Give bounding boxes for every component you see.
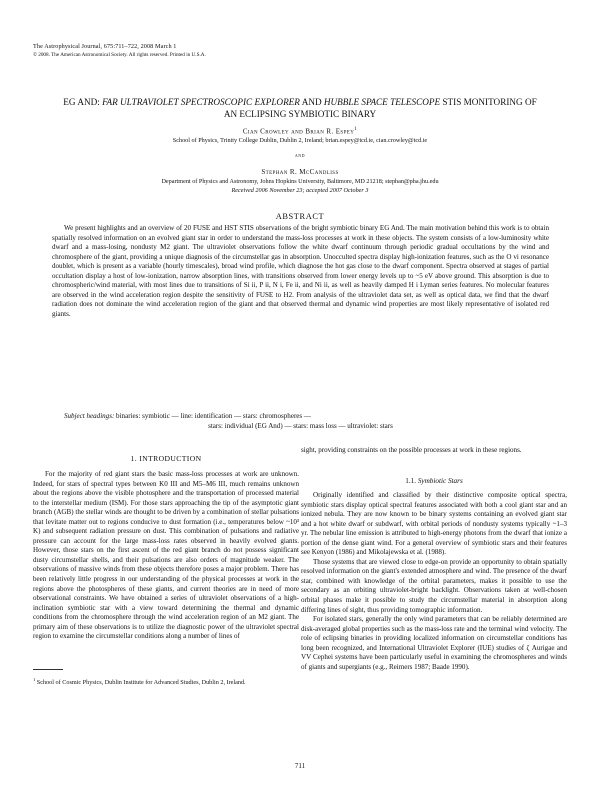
title-italic-fuse: FAR ULTRAVIOLET SPECTROSCOPIC EXPLORER <box>102 97 300 107</box>
footnote-text: School of Cosmic Physics, Dublin Institute for Advanced Studies, Dublin 2, Ireland. <box>35 679 246 687</box>
affiliation-1: School of Physics, Trinity College Dublin, Dublin 2, Ireland; brian.espey@tcd.ie, cian.crowley@tcd.ie <box>172 137 428 144</box>
right-column <box>301 446 567 456</box>
left-column <box>33 470 299 642</box>
title-part-2: AND <box>299 97 324 107</box>
abstract-body <box>52 224 549 319</box>
page-number: 711 <box>294 762 306 770</box>
copyright-line: © 2008. The American Astronomical Society. All rights reserved. Printed in U.S.A. <box>33 52 206 58</box>
subsection-number: 1.1. <box>405 477 418 485</box>
footnote <box>33 676 299 688</box>
author-footnote-mark: 1 <box>354 127 358 132</box>
footnote-divider <box>33 669 63 670</box>
author-separator: and <box>294 153 306 159</box>
symbiotic-paragraph-2: Those systems that are viewed close to edge-on provide an opportunity to obtain spatially resolved information on the giant's extended atmosphere and wind. The presence of the dwarf star, combined with knowledge of the orbital parameters, makes it possible to use the secondary as an orbiting ultraviolet-bright backlight. Observations taken at well-chosen orbital phases make it possible to study the circumstellar material in absorption along differing lines of sight, thus providing tomographic information. <box>301 557 567 614</box>
right-column-body <box>301 491 567 672</box>
intro-paragraph-1-continued: sight, providing constraints on the possible processes at work in these regions. <box>301 446 522 454</box>
author-group-1 <box>60 127 540 135</box>
affiliation-2: Department of Physics and Astronomy, Johns Hopkins University, Baltimore, MD 21218; stephan@pha.jhu.edu <box>161 178 439 185</box>
title-italic-hst: HUBBLE SPACE TELESCOPE <box>323 97 441 107</box>
section-heading-introduction: 1. INTRODUCTION <box>130 454 202 463</box>
journal-line: The Astrophysical Journal, 675:711–722, 2008 March 1 <box>33 43 177 50</box>
abstract-text: We present highlights and an overview of 20 FUSE and HST STIS observations of the bright symbiotic binary EG And. The main motivation behind this work is to obtain spatially resolved information on an evolved giant star in order to understand the mass-loss processes at work in these objects. The system consists of a low-luminosity white dwarf and a mass-losing, nondusty M2 giant. The ultraviolet observations follow the white dwarf continuum through periodic gradual occultations by the wind and chromosphere of the giant, providing a unique diagnosis of the circumstellar gas in absorption. Unocculted spectra display high-ionization features, such as the O vi resonance doublet, which is present as a variable (hourly timescales), broad wind profile, which diagnose the hot gas close to the dwarf component. Spectra observed at stages of partial occultation display a host of low-ionization, narrow absorption lines, with transitions observed from lower energy levels up to ~5 eV above ground. This absorption is due to chromospheric/wind material, with most lines due to transitions of Si ii, P ii, N i, Fe ii, and Ni ii, as well as heavily damped H i Lyman series features. No molecular features are observed in the wind acceleration region despite the sensitivity of FUSE to H2. From analysis of the ultraviolet data set, as well as optical data, we find that the dwarf radiation does not dominate the wind acceleration region of the giant and that observed thermal and dynamic wind properties are most likely representative of isolated red giants. <box>52 224 549 318</box>
subject-headings-line-1 <box>52 412 549 422</box>
subject-headings-label: Subject headings: <box>64 412 115 420</box>
footnote-mark: 1 <box>33 677 36 682</box>
subsection-title: Symbiotic Stars <box>417 477 463 485</box>
received-dates: Received 2006 November 23; accepted 2007 October 3 <box>231 187 369 194</box>
author-group-2: Stephan R. McCandliss <box>261 168 339 176</box>
symbiotic-paragraph-3: For isolated stars, generally the only wind parameters that can be reliably determined are disk-averaged global properties such as the mass-loss rate and the terminal wind velocity. The role of eclipsing binaries in providing localized information on circumstellar conditions has long been recognized, and International Ultraviolet Explorer (IUE) studies of ζ Aurigae and VV Cephei systems have been particularly useful in examining the chromospheres and winds of giants and supergiants (e.g., Reimers 1987; Baade 1990). <box>301 615 567 671</box>
paper-title <box>60 97 540 120</box>
symbiotic-paragraph-1: Originally identified and classified by their distinctive composite optical spectra, symbiotic stars display optical spectral features associated with both a cool giant star and an ionized nebula. They are now known to be binary systems containing an evolved giant star and a hot white dwarf or subdwarf, with orbital periods of nondusty systems typically ~1–3 yr. The nebular line emission is attributed to high-energy photons from the dwarf that ionize a portion of the dense giant wind. For a general overview of symbiotic stars and their features see Kenyon (1986) and Mikolajewska et al. (1988). <box>301 491 567 557</box>
abstract-heading: ABSTRACT <box>275 212 325 221</box>
subject-headings-terms-1: binaries: symbiotic — line: identification — stars: chromospheres — <box>114 412 311 420</box>
subsection-heading-symbiotic-stars <box>301 477 567 485</box>
subject-headings-line-2: stars: individual (EG And) — stars: mass loss — ultraviolet: stars <box>208 421 393 430</box>
subject-headings <box>52 412 549 431</box>
author-names-1: Cian Crowley and Brian R. Espey <box>242 127 355 136</box>
title-part-3: STIS MONITORING OF AN ECLIPSING SYMBIOTIC BINARY <box>223 97 537 119</box>
title-part-1: EG AND: <box>63 97 103 107</box>
intro-paragraph-1: For the majority of red giant stars the basic mass-loss processes at work are unknown. Indeed, for stars of spectral types between K0 III and M5–M6 III, much remains unknown about the regions above the visible photosphere and the transportation of processed material to the interstellar medium (ISM). For those stars approaching the tip of the asymptotic giant branch (AGB) the stellar winds are thought to be driven by a combination of stellar pulsations that levitate matter out to regions conducive to dust formation (i.e., temperatures below ~10³ K) and subsequent radiation pressure on dust. This combination of pulsations and radiative pressure can account for the large mass-loss rates observed in heavily evolved giants. However, those stars on the first ascent of the red giant branch do not possess significant dusty circumstellar shells, and their pulsations are also orders of magnitude weaker. The observations of massive winds from these objects therefore poses a major problem. There has been relatively little progress in our understanding of the physical processes at work in the regions above the photospheres of these giants, and current theories are in need of more observational constraints. We have obtained a series of ultraviolet observations of a high-inclination symbiotic star with a view toward determining the thermal and dynamic conditions from the chromosphere through the wind acceleration region of an M2 giant. The primary aim of these observations is to utilize the diagnostic power of the ultraviolet spectral region to examine the circumstellar conditions along a number of lines of <box>33 470 299 641</box>
